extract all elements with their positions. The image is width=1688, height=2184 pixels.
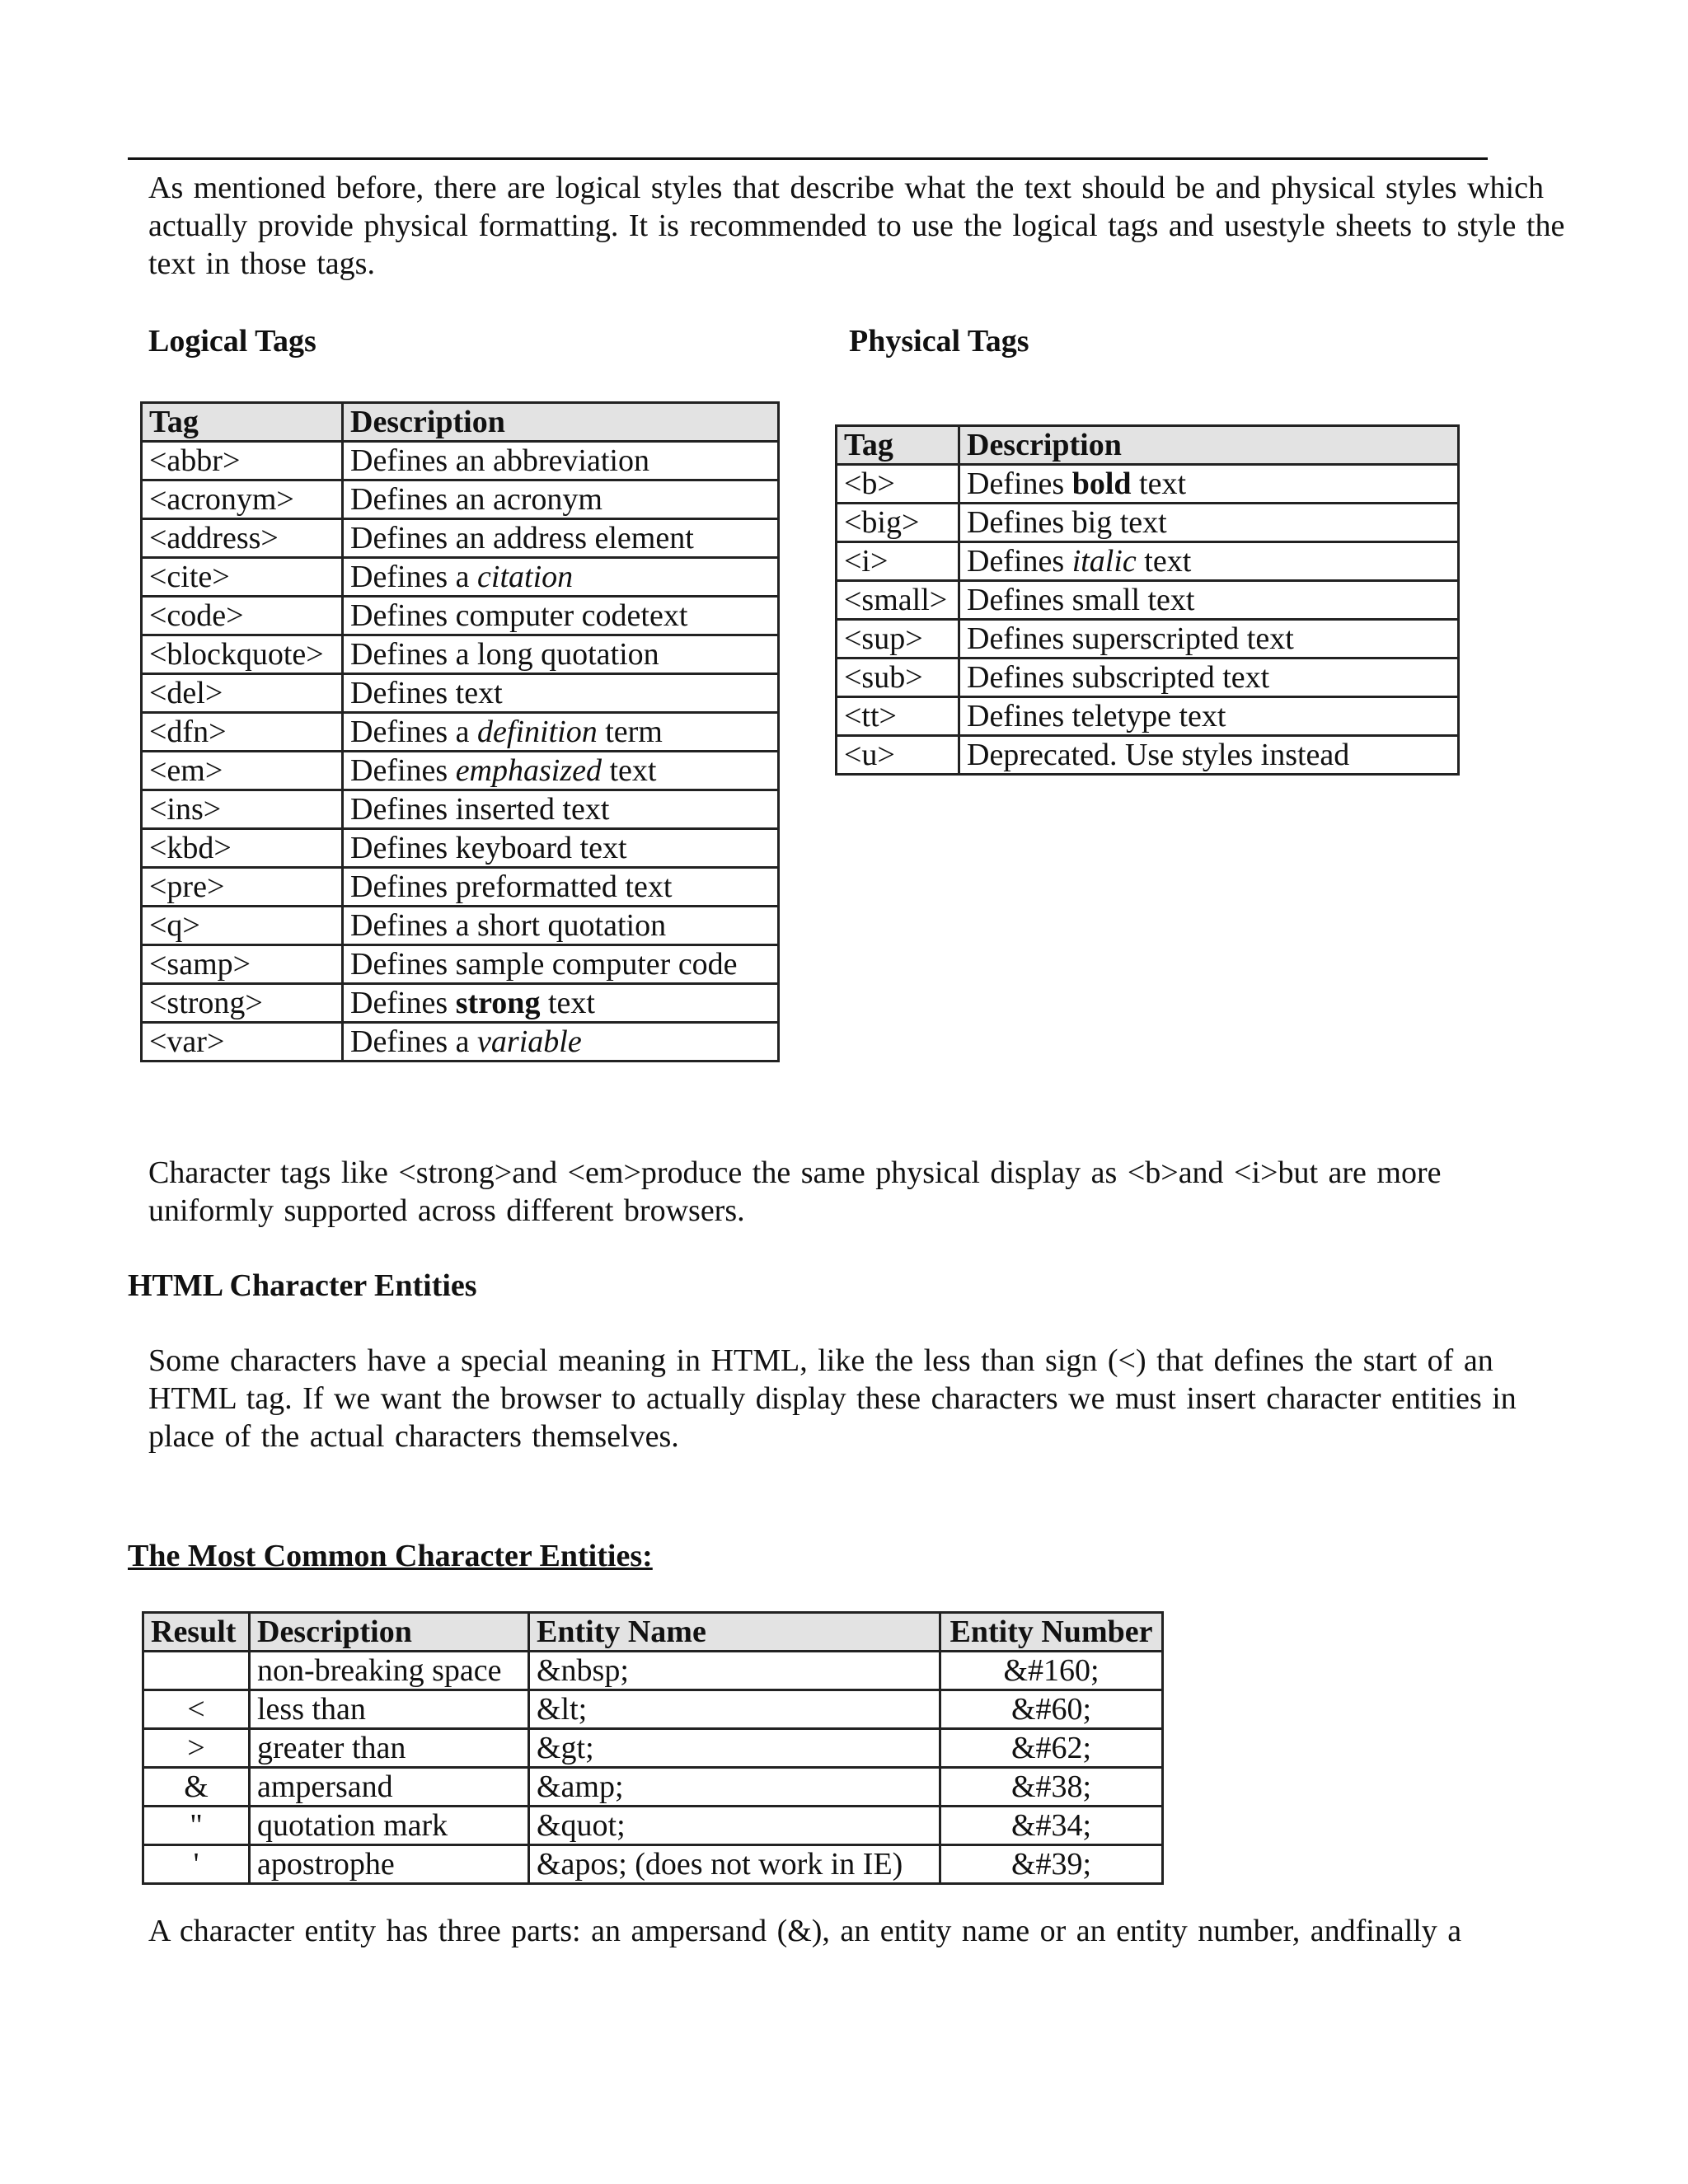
description-cell xyxy=(343,674,779,713)
tag-cell: <samp> xyxy=(142,945,343,984)
description-text-tail: text xyxy=(602,753,657,788)
tag-cell: <blockquote> xyxy=(142,635,343,674)
intro-paragraph: As mentioned before, there are logical styles that describe what the text should be and physical styles which actually provide physical formatting. It is recommended to use the logical tags and usestyle sheets to style the text in those tags. xyxy=(148,171,1565,281)
table-header-row xyxy=(143,1613,1163,1652)
physical-tags-table xyxy=(835,424,1460,776)
description-text: Defines xyxy=(967,544,1072,579)
table-row xyxy=(142,442,779,480)
table-row xyxy=(143,1690,1163,1729)
column-header: Entity Number xyxy=(940,1613,1163,1652)
tag-cell: <b> xyxy=(837,465,959,504)
table-row xyxy=(142,752,779,790)
description-cell: non-breaking space xyxy=(250,1652,529,1690)
table-row xyxy=(837,542,1459,581)
logical-tags-heading: Logical Tags xyxy=(148,324,316,359)
description-cell xyxy=(343,829,779,868)
description-text: Defines xyxy=(967,466,1072,501)
result-cell: & xyxy=(143,1768,250,1807)
tag-cell: <q> xyxy=(142,907,343,945)
character-tags-note: Character tags like <strong>and <em>produce the same physical display as <b>and <i>but are more uniformly supported across different browsers. xyxy=(148,1155,1442,1228)
table-header-row xyxy=(142,403,779,442)
result-cell: > xyxy=(143,1729,250,1768)
tag-cell: <big> xyxy=(837,504,959,542)
description-emphasis: bold xyxy=(1071,466,1132,501)
description-cell xyxy=(343,519,779,558)
entity-number-cell: &#39; xyxy=(940,1845,1163,1884)
entity-number-cell: &#60; xyxy=(940,1690,1163,1729)
entity-name-cell: &nbsp; xyxy=(529,1652,940,1690)
entity-number-cell: &#62; xyxy=(940,1729,1163,1768)
entity-name-cell: &lt; xyxy=(529,1690,940,1729)
description-text: Defines inserted text xyxy=(350,792,610,827)
description-text: Defines a xyxy=(350,560,478,594)
description-cell xyxy=(343,868,779,907)
description-text: Defines xyxy=(350,753,456,788)
table-header-row xyxy=(837,426,1459,465)
description-text: Defines xyxy=(350,986,456,1020)
column-header: Description xyxy=(959,426,1459,465)
description-emphasis: strong xyxy=(455,986,541,1020)
description-text: Defines preformatted text xyxy=(350,869,673,904)
column-header: Tag xyxy=(142,403,343,442)
tag-cell: <small> xyxy=(837,581,959,620)
description-cell xyxy=(959,620,1459,658)
description-text: Defines big text xyxy=(967,505,1167,540)
description-cell xyxy=(343,713,779,752)
table-row xyxy=(143,1845,1163,1884)
entity-number-cell: &#160; xyxy=(940,1652,1163,1690)
description-cell xyxy=(343,945,779,984)
tag-cell: <kbd> xyxy=(142,829,343,868)
result-cell: " xyxy=(143,1807,250,1845)
description-text: Defines a xyxy=(350,715,478,749)
description-cell xyxy=(343,984,779,1023)
tag-cell: <em> xyxy=(142,752,343,790)
entity-name-cell: &amp; xyxy=(529,1768,940,1807)
column-header: Description xyxy=(250,1613,529,1652)
entities-heading: HTML Character Entities xyxy=(128,1268,477,1303)
description-text-tail: term xyxy=(597,715,663,749)
result-cell xyxy=(143,1652,250,1690)
tag-cell: <var> xyxy=(142,1023,343,1062)
description-text: Defines superscripted text xyxy=(967,621,1294,656)
logical-tags-table xyxy=(140,401,780,1062)
table-row xyxy=(142,597,779,635)
table-row xyxy=(142,790,779,829)
description-text: Defines teletype text xyxy=(967,699,1226,733)
common-entities-heading: The Most Common Character Entities: xyxy=(128,1539,653,1573)
description-cell xyxy=(343,790,779,829)
description-emphasis: definition xyxy=(477,715,598,749)
table-row xyxy=(837,658,1459,697)
description-cell xyxy=(343,480,779,519)
description-cell xyxy=(343,907,779,945)
description-emphasis: italic xyxy=(1071,544,1137,579)
table-row xyxy=(837,620,1459,658)
tag-cell: <dfn> xyxy=(142,713,343,752)
table-row xyxy=(143,1729,1163,1768)
closing-paragraph: A character entity has three parts: an ampersand (&), an entity name or an entity number, andfinally a xyxy=(148,1914,1462,1948)
description-text: Defines a xyxy=(350,1024,478,1059)
column-header: Entity Name xyxy=(529,1613,940,1652)
description-cell xyxy=(959,465,1459,504)
table-row xyxy=(142,519,779,558)
character-entities-table xyxy=(142,1611,1164,1885)
physical-tags-heading: Physical Tags xyxy=(849,324,1029,359)
table-row xyxy=(143,1807,1163,1845)
tag-cell: <ins> xyxy=(142,790,343,829)
description-text: Defines an abbreviation xyxy=(350,443,649,478)
description-text-tail: text xyxy=(540,986,595,1020)
table-row xyxy=(837,504,1459,542)
description-cell: apostrophe xyxy=(250,1845,529,1884)
table-row xyxy=(142,480,779,519)
table-row xyxy=(142,1023,779,1062)
description-cell xyxy=(959,504,1459,542)
table-row xyxy=(837,697,1459,736)
description-cell xyxy=(959,542,1459,581)
table-row xyxy=(142,713,779,752)
entity-name-cell: &quot; xyxy=(529,1807,940,1845)
tag-cell: <del> xyxy=(142,674,343,713)
table-row xyxy=(142,984,779,1023)
tag-cell: <address> xyxy=(142,519,343,558)
description-emphasis: variable xyxy=(477,1024,582,1059)
description-cell xyxy=(343,752,779,790)
tag-cell: <i> xyxy=(837,542,959,581)
entity-number-cell: &#34; xyxy=(940,1807,1163,1845)
tag-cell: <acronym> xyxy=(142,480,343,519)
top-rule xyxy=(128,157,1488,160)
tag-cell: <sup> xyxy=(837,620,959,658)
tag-cell: <abbr> xyxy=(142,442,343,480)
table-row xyxy=(837,736,1459,775)
tag-cell: <strong> xyxy=(142,984,343,1023)
description-cell xyxy=(959,697,1459,736)
description-cell xyxy=(343,597,779,635)
description-cell xyxy=(343,635,779,674)
description-text: Defines a short quotation xyxy=(350,908,667,943)
description-cell xyxy=(959,736,1459,775)
description-text: Defines sample computer code xyxy=(350,947,738,982)
table-row xyxy=(142,558,779,597)
tag-cell: <u> xyxy=(837,736,959,775)
column-header: Result xyxy=(143,1613,250,1652)
result-cell: < xyxy=(143,1690,250,1729)
table-row xyxy=(142,635,779,674)
column-header: Description xyxy=(343,403,779,442)
description-cell xyxy=(959,581,1459,620)
tag-cell: <sub> xyxy=(837,658,959,697)
description-text: Deprecated. Use styles instead xyxy=(967,738,1350,772)
tag-cell: <cite> xyxy=(142,558,343,597)
description-cell: greater than xyxy=(250,1729,529,1768)
table-row xyxy=(142,907,779,945)
column-header: Tag xyxy=(837,426,959,465)
description-text: Defines keyboard text xyxy=(350,831,627,865)
description-text-tail: text xyxy=(1131,466,1186,501)
table-row xyxy=(142,868,779,907)
description-text: Defines an address element xyxy=(350,521,694,555)
description-emphasis: emphasized xyxy=(455,753,602,788)
table-row xyxy=(142,829,779,868)
description-text: Defines small text xyxy=(967,583,1195,617)
result-cell: ' xyxy=(143,1845,250,1884)
description-text-tail: text xyxy=(1136,544,1192,579)
tag-cell: <pre> xyxy=(142,868,343,907)
table-row xyxy=(143,1768,1163,1807)
description-cell xyxy=(343,1023,779,1062)
description-text: Defines a long quotation xyxy=(350,637,659,672)
description-cell xyxy=(343,558,779,597)
entity-name-cell: &gt; xyxy=(529,1729,940,1768)
description-cell: ampersand xyxy=(250,1768,529,1807)
description-text: Defines text xyxy=(350,676,503,710)
tag-cell: <code> xyxy=(142,597,343,635)
table-row xyxy=(142,674,779,713)
table-row xyxy=(143,1652,1163,1690)
description-cell: less than xyxy=(250,1690,529,1729)
description-text: Defines an acronym xyxy=(350,482,603,517)
description-cell xyxy=(959,658,1459,697)
table-row xyxy=(142,945,779,984)
entity-name-cell: &apos; (does not work in IE) xyxy=(529,1845,940,1884)
table-row xyxy=(837,581,1459,620)
entity-number-cell: &#38; xyxy=(940,1768,1163,1807)
description-emphasis: citation xyxy=(477,560,574,594)
description-text: Defines computer codetext xyxy=(350,598,688,633)
tag-cell: <tt> xyxy=(837,697,959,736)
entities-paragraph: Some characters have a special meaning in HTML, like the less than sign (<) that defines the start of an HTML tag. If we want the browser to actually display these characters we must insert character entities in place of the actual characters themselves. xyxy=(148,1343,1517,1454)
description-cell xyxy=(343,442,779,480)
description-cell: quotation mark xyxy=(250,1807,529,1845)
description-text: Defines subscripted text xyxy=(967,660,1270,695)
table-row xyxy=(837,465,1459,504)
